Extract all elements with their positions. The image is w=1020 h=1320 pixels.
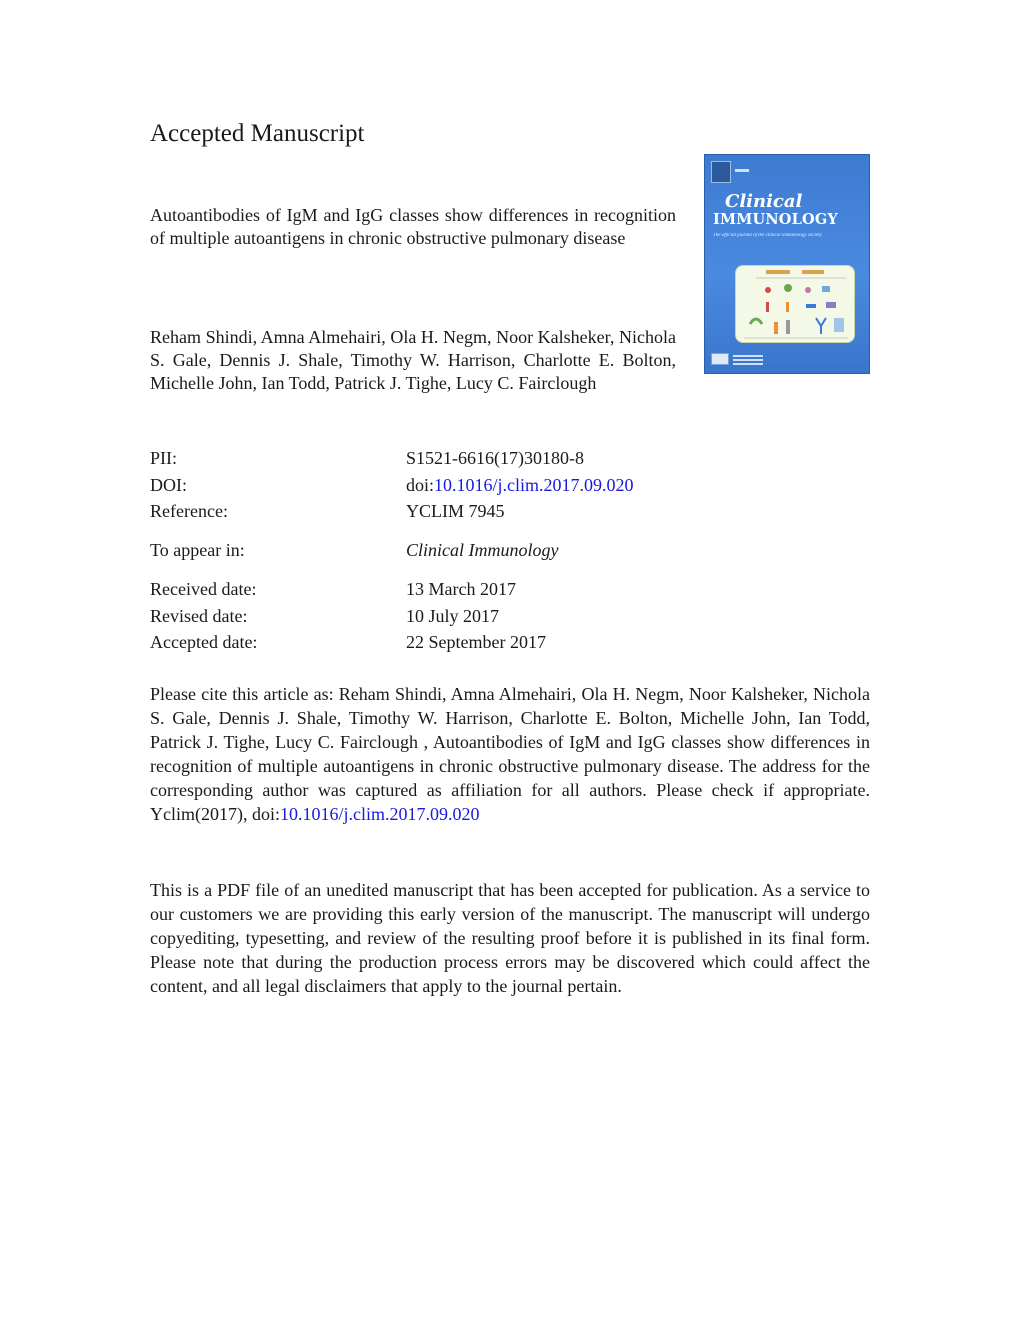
- cover-title-line2: IMMUNOLOGY: [713, 211, 838, 228]
- citation-doi-link[interactable]: 10.1016/j.clim.2017.09.020: [279, 804, 480, 824]
- doi-link[interactable]: 10.1016/j.clim.2017.09.020: [434, 475, 634, 495]
- cover-diagram-icon: [736, 266, 854, 342]
- meta-value: YCLIM 7945: [406, 501, 505, 521]
- cover-decoration: [735, 169, 749, 172]
- journal-cover-image: [704, 154, 870, 374]
- cover-decoration: [733, 355, 763, 357]
- publisher-logo-icon: [711, 161, 731, 183]
- article-authors: Reham Shindi, Amna Almehairi, Ola H. Negm, Noor Kalsheker, Nichola S. Gale, Dennis J. Shale, Timothy W. Harrison, Charlotte E. Bolton, Michelle John, Ian Todd, Patrick J. Tighe, Lucy C. Fairclough: [150, 327, 676, 393]
- cover-tagline: The official journal of the clinical immunology society: [713, 233, 822, 238]
- meta-value: 22 September 2017: [406, 632, 546, 652]
- meta-value: 13 March 2017: [406, 579, 516, 599]
- meta-label: Reference:: [150, 501, 228, 521]
- meta-label: Revised date:: [150, 606, 248, 626]
- meta-label: Received date:: [150, 579, 257, 599]
- cover-figure: [735, 265, 855, 343]
- disclaimer-paragraph: This is a PDF file of an unedited manuscript that has been accepted for publication. As a service to our customers we are providing this early version of the manuscript. The manuscript will undergo copyediting, typesetting, and review of the resulting proof before it is published in its final form. Please note that during the production process errors may be discovered which could affect the content, and all legal disclaimers that apply to the journal pertain.: [150, 880, 870, 996]
- meta-value: 10 July 2017: [406, 606, 500, 626]
- meta-value: Clinical Immunology: [406, 540, 559, 560]
- page-heading: Accepted Manuscript: [150, 120, 365, 147]
- meta-label: To appear in:: [150, 540, 245, 560]
- citation-text: Please cite this article as: Reham Shindi, Amna Almehairi, Ola H. Negm, Noor Kalsheker, Nichola S. Gale, Dennis J. Shale, Timothy W. Harrison, Charlotte E. Bolton, Michelle John, Ian Todd, Patrick J. Tighe, Lucy C. Fairclough , Autoantibodies of IgM and IgG classes show differences in recognition of multiple autoantigens in chronic obstructive pulmonary disease. The address for the corresponding author was captured as affiliation for all authors. Please check if appropriate. Yclim(2017), doi:: [150, 684, 870, 824]
- doi-prefix: doi:: [406, 475, 435, 495]
- cover-title-line1: Clinical: [725, 191, 803, 212]
- elsevier-logo-icon: [711, 353, 729, 365]
- meta-label: Accepted date:: [150, 632, 258, 652]
- meta-value: [406, 474, 634, 497]
- article-title: Autoantibodies of IgM and IgG classes show differences in recognition of multiple autoantigens in chronic obstructive pulmonary disease: [150, 205, 676, 248]
- meta-label: DOI:: [150, 475, 187, 495]
- meta-label: PII:: [150, 448, 177, 468]
- meta-value: S1521-6616(17)30180-8: [406, 448, 584, 468]
- citation-paragraph: [150, 682, 870, 826]
